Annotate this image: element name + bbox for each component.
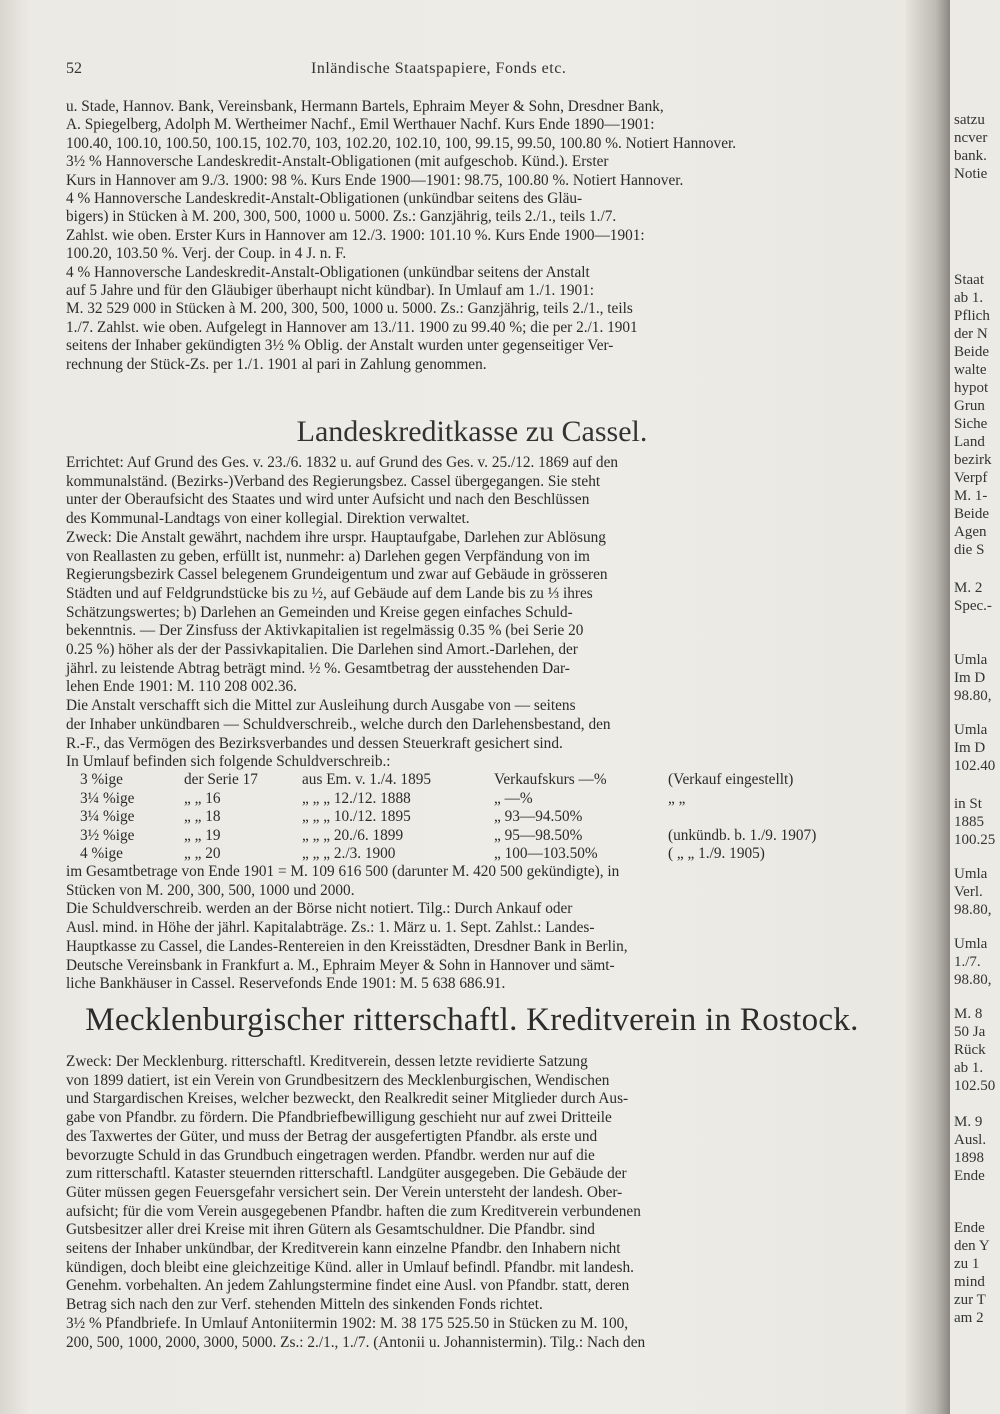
facing-page-fragment: 50 Ja (954, 1024, 986, 1040)
table-cell-series: „ „ 16 (184, 789, 221, 807)
text-line: des Kommunal-Landtags von einer kollegial. Direktion verwaltet. (66, 510, 470, 528)
text-line: M. 32 529 000 in Stücken à M. 200, 300, 500, 1000 u. 5000. Zs.: Ganzjährig, teils 2./1., teils (66, 300, 633, 318)
facing-page-fragment: Agen (954, 524, 987, 540)
page-number: 52 (66, 60, 82, 77)
facing-page-fragment: zur T (954, 1292, 986, 1308)
text-line: Betrag sich nach den zur Verf. stehenden Mitteln des sinkenden Fonds richtet. (66, 1296, 543, 1314)
facing-page-fragment: Verl. (954, 884, 983, 900)
facing-page-fragment: ab 1. (954, 290, 984, 306)
table-cell-series: der Serie 17 (184, 771, 258, 788)
table-cell-kurs: „ 95—98.50% (494, 826, 583, 844)
text-line: Zweck: Der Mecklenburg. ritterschaftl. Kreditverein, dessen letzte revidierte Satzung (66, 1053, 588, 1070)
facing-page-fragment: Verpf (954, 470, 988, 486)
facing-page-fragment: M. 8 (954, 1006, 983, 1022)
facing-page-fragment: hypot (954, 380, 989, 396)
facing-page-fragment: Umla (954, 866, 988, 882)
table-cell-kurs: „ —% (494, 789, 533, 807)
facing-page-fragment: der N (954, 326, 988, 342)
text-line: 200, 500, 1000, 2000, 3000, 5000. Zs.: 2./1., 1./7. (Antonii u. Johannistermin). Tilg.: Nach den (66, 1333, 646, 1351)
facing-page-fragment: Umla (954, 936, 988, 952)
text-line: seitens der Inhaber gekündigten 3½ % Oblig. der Anstalt wurden unter gegenseitiger Ver- (66, 337, 614, 355)
facing-page-fragment: in St (954, 796, 982, 812)
text-line: gabe von Pfandbr. zu fördern. Die Pfandbriefbewilligung geschieht nur auf zwei Dritteile (66, 1109, 612, 1127)
facing-page-fragment: Spec.- (954, 598, 992, 614)
text-line: A. Spiegelberg, Adolph M. Wertheimer Nachf., Emil Werthauer Nachf. Kurs Ende 1890—1901: (66, 116, 655, 134)
table-cell-rate: 3 %ige (80, 771, 123, 788)
facing-page-fragment: Pflich (954, 308, 990, 324)
facing-page-edge (950, 0, 1000, 1414)
facing-page-fragment: Rück (954, 1042, 986, 1058)
facing-page-fragment: bezirk (954, 452, 992, 468)
table-cell-em: „ „ „ 20./6. 1899 (302, 826, 404, 844)
text-line: bekenntnis. — Der Zinsfuss der Aktivkapitalien ist regelmässig 0.35 % (bei Serie 20 (66, 622, 584, 640)
running-title: Inländische Staatspapiere, Fonds etc. (311, 60, 567, 77)
text-line: Städten und auf Feldgrundstücke bis zu ½, auf Gebäude auf dem Lande bis zu ⅓ ihres (66, 584, 593, 602)
text-line: 4 % Hannoversche Landeskredit-Anstalt-Obligationen (unkündbar seitens des Gläu- (66, 190, 583, 207)
text-line: der Inhaber unkündbaren — Schuldverschreib., welche durch den Darlehensbestand, den (66, 715, 611, 733)
text-line: 100.20, 103.50 %. Verj. der Coup. in 4 J. n. F. (66, 245, 347, 263)
text-line: Die Schuldverschreib. werden an der Börse nicht notiert. Tilg.: Durch Ankauf oder (66, 900, 573, 918)
text-line: liche Bankhäuser in Cassel. Reservefonds Ende 1901: M. 5 638 686.91. (66, 975, 506, 993)
facing-page-fragment: mind (954, 1274, 985, 1290)
table-cell-rate: 4 %ige (80, 845, 123, 863)
text-line: lehen Ende 1901: M. 110 208 002.36. (66, 678, 297, 696)
table-cell-em: „ „ „ 10./12. 1895 (302, 808, 411, 826)
facing-page-fragment: Siche (954, 416, 988, 432)
text-line: 4 % Hannoversche Landeskredit-Anstalt-Obligationen (unkündbar seitens der Anstalt (66, 263, 590, 281)
facing-page-fragment: Grun (954, 398, 985, 414)
book-gutter (906, 0, 950, 1414)
text-line: Kurs in Hannover am 9./3. 1900: 98 %. Kurs Ende 1900—1901: 98.75, 100.80 %. Notiert Hannover. (66, 171, 684, 189)
text-line: Gutsbesitzer aller drei Kreise mit ihren Gütern als Gesamtschuldner. Die Pfandbr. sind (66, 1221, 595, 1239)
text-line: Genehm. vorbehalten. An jedem Zahlungstermine findet eine Ausl. von Pfandbr. statt, deren (66, 1277, 630, 1295)
table-cell-em: „ „ „ 2./3. 1900 (302, 845, 396, 863)
facing-page-fragment: 1898 (954, 1150, 984, 1166)
facing-page-fragment: 102.40 (954, 758, 996, 774)
facing-page-fragment: ncver (954, 130, 988, 146)
text-line: Die Anstalt verschafft sich die Mittel zur Ausleihung durch Ausgabe von — seitens (66, 697, 576, 715)
facing-page-fragment: Staat (954, 272, 984, 288)
heading-landeskreditkasse-cassel: Landeskreditkasse zu Cassel. (296, 415, 648, 448)
text-line: kommunalständ. (Bezirks-)Verband des Regierungsbez. Cassel übergegangen. Sie steht (66, 472, 601, 490)
facing-page-fragment: Ausl. (954, 1132, 987, 1148)
table-cell-rate: 3¼ %ige (80, 789, 135, 807)
table-cell-em: „ „ „ 12./12. 1888 (302, 789, 411, 807)
facing-page-fragment: 100.25 (954, 832, 996, 848)
table-cell-kurs: „ 100—103.50% (494, 845, 598, 863)
table-cell-note: (unkündb. b. 1./9. 1907) (668, 826, 817, 844)
text-line: bigers) in Stücken à M. 200, 300, 500, 1000 u. 5000. Zs.: Ganzjährig, teils 2./1., teils 1./7. (66, 208, 617, 226)
text-line: Regierungsbezirk Cassel belegenem Grundeigentum und zwar auf Gebäude in grösseren (66, 566, 608, 584)
facing-page-fragment: 1./7. (954, 954, 981, 970)
heading-mecklenburg-kreditverein: Mecklenburgischer ritterschaftl. Kreditverein in Rostock. (85, 1002, 859, 1038)
text-line: kündigen, doch bleibt eine gleichzeitige Künd. aller in Umlauf befindl. Pfandbr. mit landesh. (66, 1258, 634, 1276)
facing-page-fragment: Umla (954, 722, 988, 738)
text-line: Güter müssen gegen Feuersgefahr versichert sein. Der Verein untersteht der landesh. Ober- (66, 1183, 623, 1201)
text-line: jährl. zu leistende Abtrag beträgt mind. ½ %. Gesamtbetrag der ausstehenden Dar- (66, 659, 570, 677)
table-cell-kurs: „ 93—94.50% (494, 808, 583, 826)
text-line: Errichtet: Auf Grund des Ges. v. 23./6. 1832 u. auf Grund des Ges. v. 25./12. 1869 auf den (66, 454, 619, 471)
facing-page-fragment: Notie (954, 166, 988, 182)
facing-page-fragment: Beide (954, 506, 989, 522)
table-cell-note: (Verkauf eingestellt) (668, 771, 794, 788)
facing-page-fragment: Beide (954, 344, 989, 360)
facing-page-fragment: zu 1 (954, 1256, 980, 1272)
facing-page-fragment: satzu (954, 112, 985, 128)
facing-page-fragment: Ende (954, 1220, 985, 1236)
table-cell-note: „ „ (668, 789, 686, 807)
table-cell-em: aus Em. v. 1./4. 1895 (302, 771, 432, 788)
facing-page-fragment: die S (954, 542, 985, 558)
facing-page-fragment: walte (954, 362, 987, 378)
facing-page-fragment: 102.50 (954, 1078, 996, 1094)
table-cell-rate: 3¼ %ige (80, 808, 135, 826)
table-cell-rate: 3½ %ige (80, 826, 135, 844)
text-line: In Umlauf befinden sich folgende Schuldverschreib.: (66, 753, 391, 771)
facing-page-fragment: Land (954, 434, 985, 450)
text-line: aufsicht; für die vom Verein ausgegebenen Pfandbr. haften die zum Kreditverein verbundenen (66, 1202, 641, 1220)
running-head (66, 60, 878, 84)
text-line: Deutsche Vereinsbank in Frankfurt a. M., Ephraim Meyer & Sohn in Hannover und sämt- (66, 956, 615, 974)
text-line: von Reallasten zu geben, erfüllt ist, nunmehr: a) Darlehen gegen Verpfändung von im (66, 547, 590, 565)
text-line: Hauptkasse zu Cassel, die Landes-Rentereien in den Kreisstädten, Dresdner Bank in Berlin, (66, 937, 628, 955)
table-cell-series: „ „ 20 (184, 845, 221, 863)
text-line: auf 5 Jahre und für den Gläubiger überhaupt nicht kündbar). In Umlauf am 1./1. 1901: (66, 282, 595, 299)
text-line: Zahlst. wie oben. Erster Kurs in Hannover am 12./3. 1900: 101.10 %. Kurs Ende 1900—1901: (66, 226, 645, 244)
facing-page-fragment: Umla (954, 652, 988, 668)
text-line: von 1899 datiert, ist ein Verein von Grundbesitzern des Mecklenburgischen, Wendischen (66, 1071, 610, 1089)
facing-page-fragment: den Y (954, 1238, 990, 1254)
facing-page-fragment: 98.80, (954, 902, 992, 918)
text-line: u. Stade, Hannov. Bank, Vereinsbank, Hermann Bartels, Ephraim Meyer & Sohn, Dresdner Bank, (66, 98, 664, 115)
facing-page-fragment: M. 2 (954, 580, 983, 596)
text-line: Ausl. mind. in Höhe der jährl. Kapitalabträge. Zs.: 1. März u. 1. Sept. Zahlst.: Landes- (66, 919, 595, 937)
facing-page-fragment: am 2 (954, 1310, 984, 1326)
facing-page-fragment: 1885 (954, 814, 984, 830)
text-line: 3½ % Pfandbriefe. In Umlauf Antoniitermin 1902: M. 38 175 525.50 in Stücken zu M. 100, (66, 1314, 629, 1332)
text-line: seitens der Inhaber unkündbar, der Kreditverein kann einzelne Pfandbr. den Inhabern nicht (66, 1240, 621, 1257)
facing-page-fragment: Ende (954, 1168, 985, 1184)
text-line: Stücken von M. 200, 300, 500, 1000 und 2000. (66, 881, 355, 899)
text-line: des Taxwertes der Güter, und muss der Betrag der ausgefertigten Pfandbr. als erste und (66, 1127, 598, 1145)
text-line: im Gesamtbetrage von Ende 1901 = M. 109 616 500 (darunter M. 420 500 gekündigte), in (66, 863, 620, 880)
text-line: rechnung der Stück-Zs. per 1./1. 1901 al pari in Zahlung genommen. (66, 355, 487, 373)
table-cell-series: „ „ 19 (184, 826, 221, 844)
text-line: R.-F., das Vermögen des Bezirksverbandes und dessen Steuerkraft gesichert sind. (66, 734, 563, 752)
text-line: Zweck: Die Anstalt gewährt, nachdem ihre urspr. Hauptaufgabe, Darlehen zur Ablösung (66, 528, 606, 546)
facing-page-fragment: Im D (954, 740, 986, 756)
facing-page-fragment: 98.80, (954, 972, 992, 988)
text-line: zum ritterschaftl. Kataster steuernden ritterschaftl. Landgüter ausgegeben. Die Gebäude der (66, 1165, 627, 1183)
text-line: 0.25 %) höher als der der Passivkapitalien. Die Darlehen sind Amort.-Darlehen, der (66, 641, 578, 658)
facing-page-fragment: 98.80, (954, 688, 992, 704)
text-line: bevorzugte Schuld in das Grundbuch eingetragen werden. Pfandbr. werden nur auf die (66, 1146, 595, 1164)
facing-page-fragment: Im D (954, 670, 986, 686)
text-line: Schätzungswertes; b) Darlehen an Gemeinden und Kreise gegen einfaches Schuld- (66, 603, 573, 621)
text-line: 1./7. Zahlst. wie oben. Aufgelegt in Hannover am 13./11. 1900 zu 99.40 %; die per 2./1. 1901 (66, 318, 638, 336)
table-cell-kurs: Verkaufskurs —% (494, 771, 607, 788)
text-line: 100.40, 100.10, 100.50, 100.15, 102.70, 103, 102.20, 102.10, 100, 99.15, 99.50, 100.80 %. Notiert Hannover. (66, 134, 737, 152)
facing-page-fragment: ab 1. (954, 1060, 984, 1076)
table-cell-note: ( „ „ 1./9. 1905) (668, 845, 765, 863)
facing-page-fragment: bank. (954, 148, 987, 164)
table-cell-series: „ „ 18 (184, 808, 221, 826)
text-line: unter der Oberaufsicht des Staates und wird unter Aufsicht und nach den Beschlüssen (66, 491, 590, 509)
facing-page-fragment: M. 9 (954, 1114, 983, 1130)
text-line: und Stargardischen Kreises, welcher bezweckt, den Realkredit seiner Mitglieder durch Aus- (66, 1090, 629, 1108)
facing-page-fragment: M. 1- (954, 488, 988, 504)
text-line: 3½ % Hannoversche Landeskredit-Anstalt-Obligationen (mit aufgeschob. Künd.). Erster (66, 153, 609, 171)
